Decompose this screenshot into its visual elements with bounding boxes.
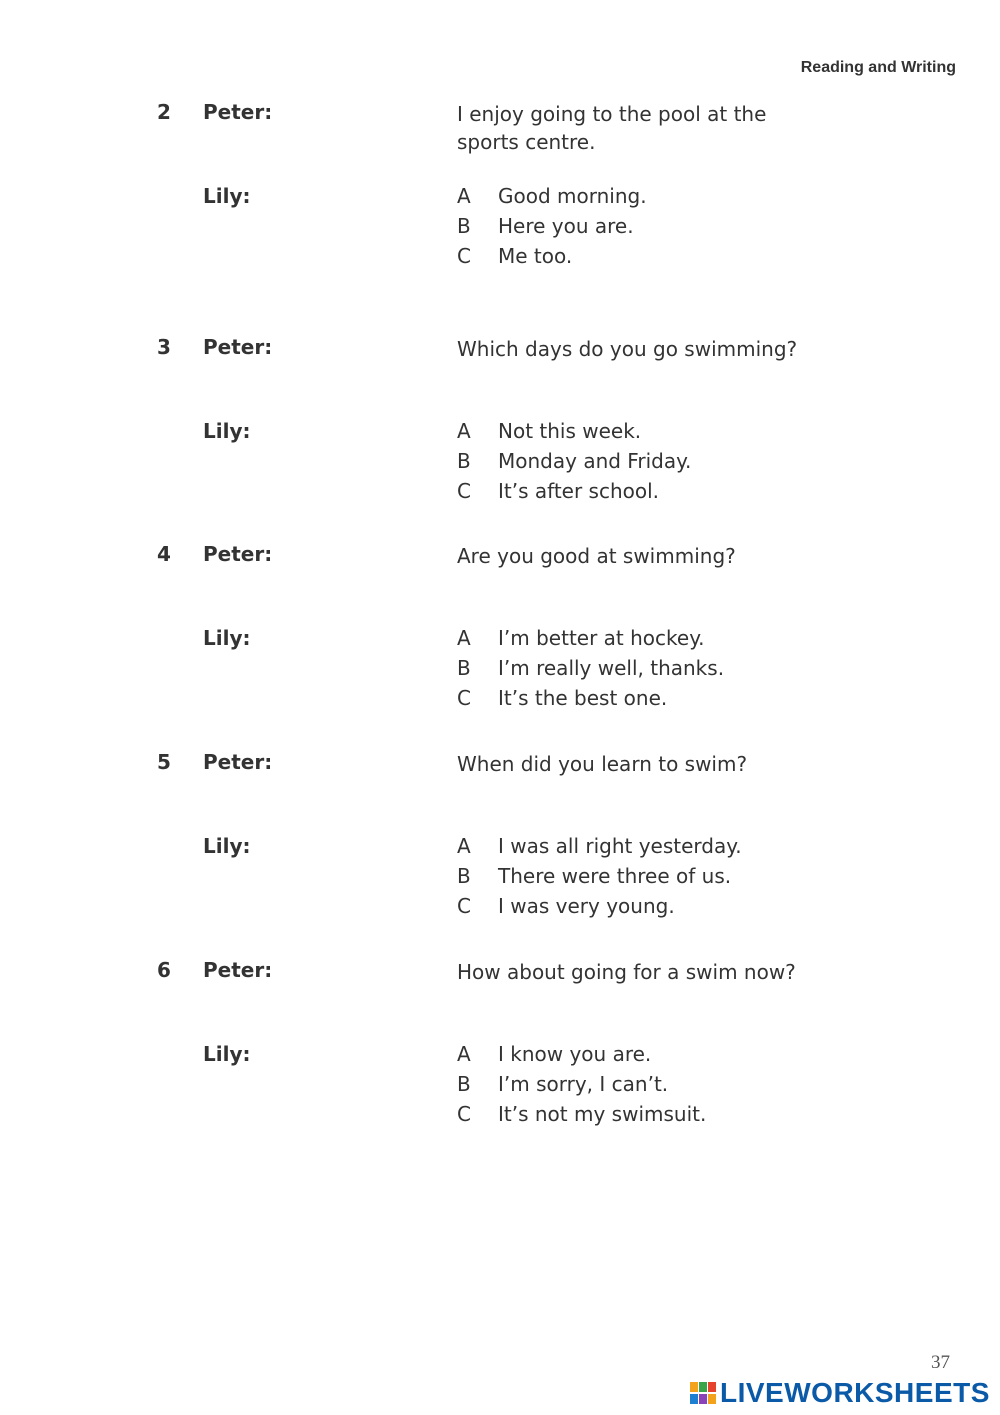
speaker-peter: Peter: [203, 958, 273, 982]
option-c[interactable] [457, 894, 742, 924]
option-letter: C [457, 894, 471, 918]
page-number: 37 [931, 1352, 950, 1373]
option-letter: A [457, 184, 471, 208]
answer-options [457, 184, 647, 274]
option-text: I was all right yesterday. [498, 834, 742, 858]
option-a[interactable] [457, 834, 742, 864]
question-number: 5 [157, 750, 171, 774]
liveworksheets-brand[interactable] [690, 1377, 990, 1409]
option-c[interactable] [457, 479, 691, 509]
question-block [0, 542, 1000, 732]
option-letter: C [457, 479, 471, 503]
speaker-peter: Peter: [203, 100, 273, 124]
option-text: Monday and Friday. [498, 449, 692, 473]
option-text: I was very young. [498, 894, 675, 918]
liveworksheets-logo-icon [690, 1382, 716, 1404]
question-prompt: When did you learn to swim? [457, 752, 748, 776]
option-text: Not this week. [498, 419, 642, 443]
speaker-lily: Lily: [203, 419, 251, 443]
option-letter: B [457, 864, 471, 888]
question-prompt: I enjoy going to the pool at the sports centre. [457, 102, 767, 154]
option-letter: B [457, 1072, 471, 1096]
option-c[interactable] [457, 686, 724, 716]
question-number: 3 [157, 335, 171, 359]
option-text: I’m really well, thanks. [498, 656, 725, 680]
option-text: I’m sorry, I can’t. [498, 1072, 669, 1096]
brand-name: LIVEWORKSHEETS [720, 1377, 990, 1408]
question-prompt: Which days do you go swimming? [457, 337, 798, 361]
question-block [0, 100, 1000, 290]
option-letter: B [457, 656, 471, 680]
answer-options [457, 1042, 706, 1132]
option-letter: C [457, 244, 471, 268]
option-text: It’s the best one. [498, 686, 668, 710]
option-text: There were three of us. [498, 864, 732, 888]
option-text: Here you are. [498, 214, 634, 238]
question-prompt: Are you good at swimming? [457, 544, 736, 568]
option-text: I’m better at hockey. [498, 626, 705, 650]
answer-options [457, 419, 691, 509]
question-block [0, 750, 1000, 940]
option-letter: A [457, 626, 471, 650]
question-prompt: How about going for a swim now? [457, 960, 796, 984]
option-letter: C [457, 686, 471, 710]
option-letter: A [457, 1042, 471, 1066]
answer-options [457, 626, 724, 716]
section-header: Reading and Writing [800, 59, 956, 76]
question-block [0, 958, 1000, 1148]
speaker-peter: Peter: [203, 750, 273, 774]
option-letter: A [457, 419, 471, 443]
question-number: 4 [157, 542, 171, 566]
option-c[interactable] [457, 244, 647, 274]
option-text: It’s after school. [498, 479, 660, 503]
option-b[interactable] [457, 449, 691, 479]
speaker-peter: Peter: [203, 542, 273, 566]
speaker-lily: Lily: [203, 834, 251, 858]
option-a[interactable] [457, 626, 724, 656]
option-a[interactable] [457, 184, 647, 214]
option-text: Me too. [498, 244, 573, 268]
option-a[interactable] [457, 419, 691, 449]
option-letter: B [457, 214, 471, 238]
question-number: 6 [157, 958, 171, 982]
option-b[interactable] [457, 864, 742, 894]
answer-options [457, 834, 742, 924]
speaker-lily: Lily: [203, 626, 251, 650]
option-text: Good morning. [498, 184, 647, 208]
option-text: It’s not my swimsuit. [498, 1102, 707, 1126]
option-letter: C [457, 1102, 471, 1126]
option-b[interactable] [457, 656, 724, 686]
option-b[interactable] [457, 214, 647, 244]
option-b[interactable] [457, 1072, 706, 1102]
option-a[interactable] [457, 1042, 706, 1072]
option-letter: B [457, 449, 471, 473]
question-block [0, 335, 1000, 525]
question-number: 2 [157, 100, 171, 124]
speaker-lily: Lily: [203, 184, 251, 208]
option-text: I know you are. [498, 1042, 652, 1066]
speaker-peter: Peter: [203, 335, 273, 359]
option-c[interactable] [457, 1102, 706, 1132]
option-letter: A [457, 834, 471, 858]
speaker-lily: Lily: [203, 1042, 251, 1066]
